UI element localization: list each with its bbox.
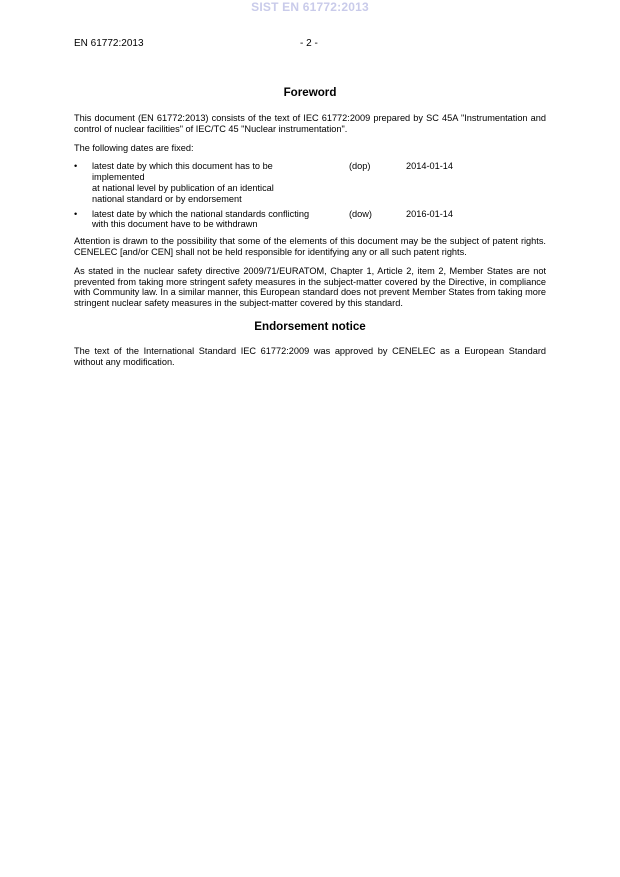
attention-line: patent rights. CENELEC [and/or CEN] shall not be held responsible for identifying any or all such xyxy=(74,236,546,257)
dates-intro: The following dates are fixed: xyxy=(74,142,194,153)
page-content xyxy=(74,86,546,376)
date-description-line: latest date by which the national standards conflicting xyxy=(92,208,310,219)
date-abbreviation: (dop) xyxy=(349,161,371,172)
foreword-intro-line: This document (EN 61772:2013) consists of the text of IEC 61772:2009 prepared by SC 45A xyxy=(74,113,458,123)
date-value: 2014-01-14 xyxy=(406,161,453,172)
foreword-intro-line: "Instrumentation and control of nuclear facilities" of IEC/TC 45 "Nuclear instrumentation". xyxy=(74,113,546,134)
bullet-icon: • xyxy=(74,208,78,219)
date-description-line: implemented xyxy=(92,172,145,183)
directive-paragraph xyxy=(74,266,546,309)
bullet-icon: • xyxy=(74,161,78,172)
endorsement-paragraph xyxy=(74,346,546,368)
directive-line: covered by this standard. xyxy=(300,298,403,309)
directive-line: not prevent Member States from taking more stringent nuclear safety measures in the subject-matter xyxy=(74,287,546,309)
date-item-dop xyxy=(74,161,546,204)
date-description xyxy=(92,209,349,231)
date-abbreviation: (dow) xyxy=(349,208,372,219)
attention-line: Attention is drawn to the possibility that some of the elements of this document may be the subject of xyxy=(74,236,490,247)
foreword-intro xyxy=(74,113,546,135)
dates-list xyxy=(74,161,546,230)
date-description-line: with this document have to be withdrawn xyxy=(92,219,258,230)
watermark: SIST EN 61772:2013 xyxy=(251,0,369,14)
directive-line: the Directive, in compliance with Community law. In a similar manner, this European standard does xyxy=(74,276,547,298)
directive-line: States are not prevented from taking more stringent safety measures in the subject-matter covered by xyxy=(74,265,546,287)
date-description-line: national standard or by endorsement xyxy=(92,193,242,204)
directive-line: As stated in the nuclear safety directive 2009/71/EURATOM, Chapter 1, Article 2, item 2, Member xyxy=(74,265,484,276)
date-item-dow xyxy=(74,209,546,231)
foreword-heading: Foreword xyxy=(283,86,337,99)
document-id: EN 61772:2013 xyxy=(74,38,144,49)
endorsement-heading: Endorsement notice xyxy=(254,319,366,333)
attention-paragraph xyxy=(74,236,546,258)
endorsement-line: The text of the International Standard IEC 61772:2009 was approved by CENELEC as a European xyxy=(74,345,505,356)
date-description xyxy=(92,161,349,204)
date-description-line: latest date by which this document has to be xyxy=(92,161,273,172)
endorsement-line: Standard without any modification. xyxy=(74,345,546,367)
page-number: - 2 - xyxy=(300,38,318,49)
attention-line: patent rights. xyxy=(413,246,467,257)
date-description-line: at national level by publication of an identical xyxy=(92,182,274,193)
date-value: 2016-01-14 xyxy=(406,208,453,219)
